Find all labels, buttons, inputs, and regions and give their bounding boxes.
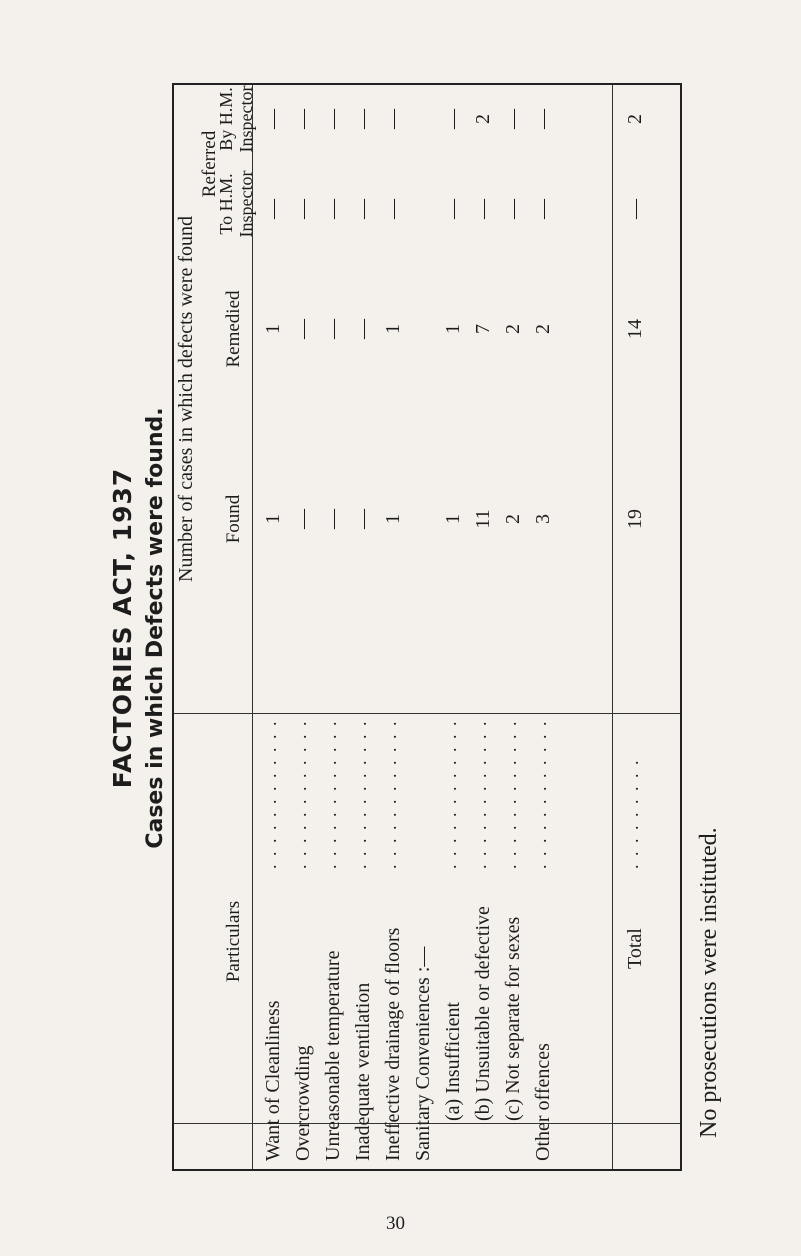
- cell-to: —: [442, 199, 464, 219]
- cell-remedied: 1: [382, 324, 404, 334]
- page-title: FACTORIES ACT, 1937: [108, 467, 137, 789]
- cell-by: —: [352, 109, 374, 129]
- cell-to: —: [322, 199, 344, 219]
- cell-remedied: 7: [472, 324, 494, 334]
- cell-by: —: [442, 109, 464, 129]
- total-by: 2: [624, 114, 646, 124]
- cell-to: —: [382, 199, 404, 219]
- page-number: 30: [386, 1213, 405, 1234]
- cell-found: —: [292, 509, 314, 529]
- cell-by: —: [262, 109, 284, 129]
- cell-to: —: [472, 199, 494, 219]
- cell-found: 11: [472, 509, 494, 529]
- row-label: Overcrowding: [292, 1045, 314, 1161]
- divider-particulars: [174, 713, 680, 714]
- cell-by: —: [532, 109, 554, 129]
- cell-to: —: [292, 199, 314, 219]
- cell-to: —: [262, 199, 284, 219]
- leader-dots: . . . . . . . . . . . .: [380, 719, 400, 869]
- header-by-hm: By H.M. Inspector: [216, 85, 256, 153]
- cell-to: —: [502, 199, 524, 219]
- cell-found: —: [352, 509, 374, 529]
- total-remedied: 14: [624, 319, 646, 339]
- cell-found: 1: [262, 514, 284, 524]
- leader-dots: . . . . . . . . . . . .: [440, 719, 460, 869]
- cell-found: 1: [382, 514, 404, 524]
- cell-remedied: 1: [262, 324, 284, 334]
- cell-found: 3: [532, 514, 554, 524]
- cell-remedied: 2: [502, 324, 524, 334]
- cell-to: —: [532, 199, 554, 219]
- defects-table: [172, 83, 682, 1171]
- cell-to: —: [352, 199, 374, 219]
- cell-found: 1: [442, 514, 464, 524]
- cell-remedied: —: [322, 319, 344, 339]
- header-particulars: Particulars: [223, 900, 244, 983]
- header-referred: Referred: [199, 130, 220, 198]
- cell-remedied: —: [352, 319, 374, 339]
- row-label: Ineffective drainage of floors: [382, 927, 404, 1161]
- row-label: (b) Unsuitable or defective: [472, 906, 494, 1121]
- header-group: Number of cases in which defects were found: [175, 216, 197, 582]
- cell-found: 2: [502, 514, 524, 524]
- row-label: (c) Not separate for sexes: [502, 916, 524, 1121]
- row-label: Want of Cleanliness: [262, 1000, 284, 1161]
- row-label: Inadequate ventilation: [352, 982, 374, 1161]
- leader-dots: . . . . . . . . . . . .: [320, 719, 340, 869]
- total-rule: [612, 85, 613, 1169]
- header-remedied: Remedied: [223, 290, 244, 368]
- header-found: Found: [223, 494, 244, 544]
- cell-by: —: [382, 109, 404, 129]
- row-label: (a) Insufficient: [442, 1001, 464, 1121]
- leader-dots: . . . . . . . . . . . .: [260, 719, 280, 869]
- leader-dots: . . . . . . . . . . . .: [290, 719, 310, 869]
- row-label: Sanitary Conveniences :—: [412, 946, 434, 1161]
- page-subtitle: Cases in which Defects were found.: [143, 407, 168, 849]
- leader-dots: . . . . . . . . .: [622, 758, 642, 869]
- cell-remedied: 1: [442, 324, 464, 334]
- total-label: Total: [624, 928, 646, 969]
- leader-dots: . . . . . . . . . . . .: [350, 719, 370, 869]
- leader-dots: . . . . . . . . . . . .: [500, 719, 520, 869]
- cell-by: 2: [472, 114, 494, 124]
- cell-by: —: [322, 109, 344, 129]
- row-label: Unreasonable temperature: [322, 950, 344, 1161]
- leader-dots: . . . . . . . . . . . .: [470, 719, 490, 869]
- cell-by: —: [292, 109, 314, 129]
- prosecutions-note: No prosecutions were instituted.: [696, 827, 722, 1138]
- cell-remedied: —: [292, 319, 314, 339]
- leader-dots: . . . . . . . . . . . .: [530, 719, 550, 869]
- cell-found: —: [322, 509, 344, 529]
- total-to: —: [624, 199, 646, 219]
- row-label: Other offences: [532, 1043, 554, 1161]
- total-found: 19: [624, 509, 646, 529]
- header-to-hm: To H.M. Inspector: [216, 170, 256, 238]
- cell-by: —: [502, 109, 524, 129]
- cell-remedied: 2: [532, 324, 554, 334]
